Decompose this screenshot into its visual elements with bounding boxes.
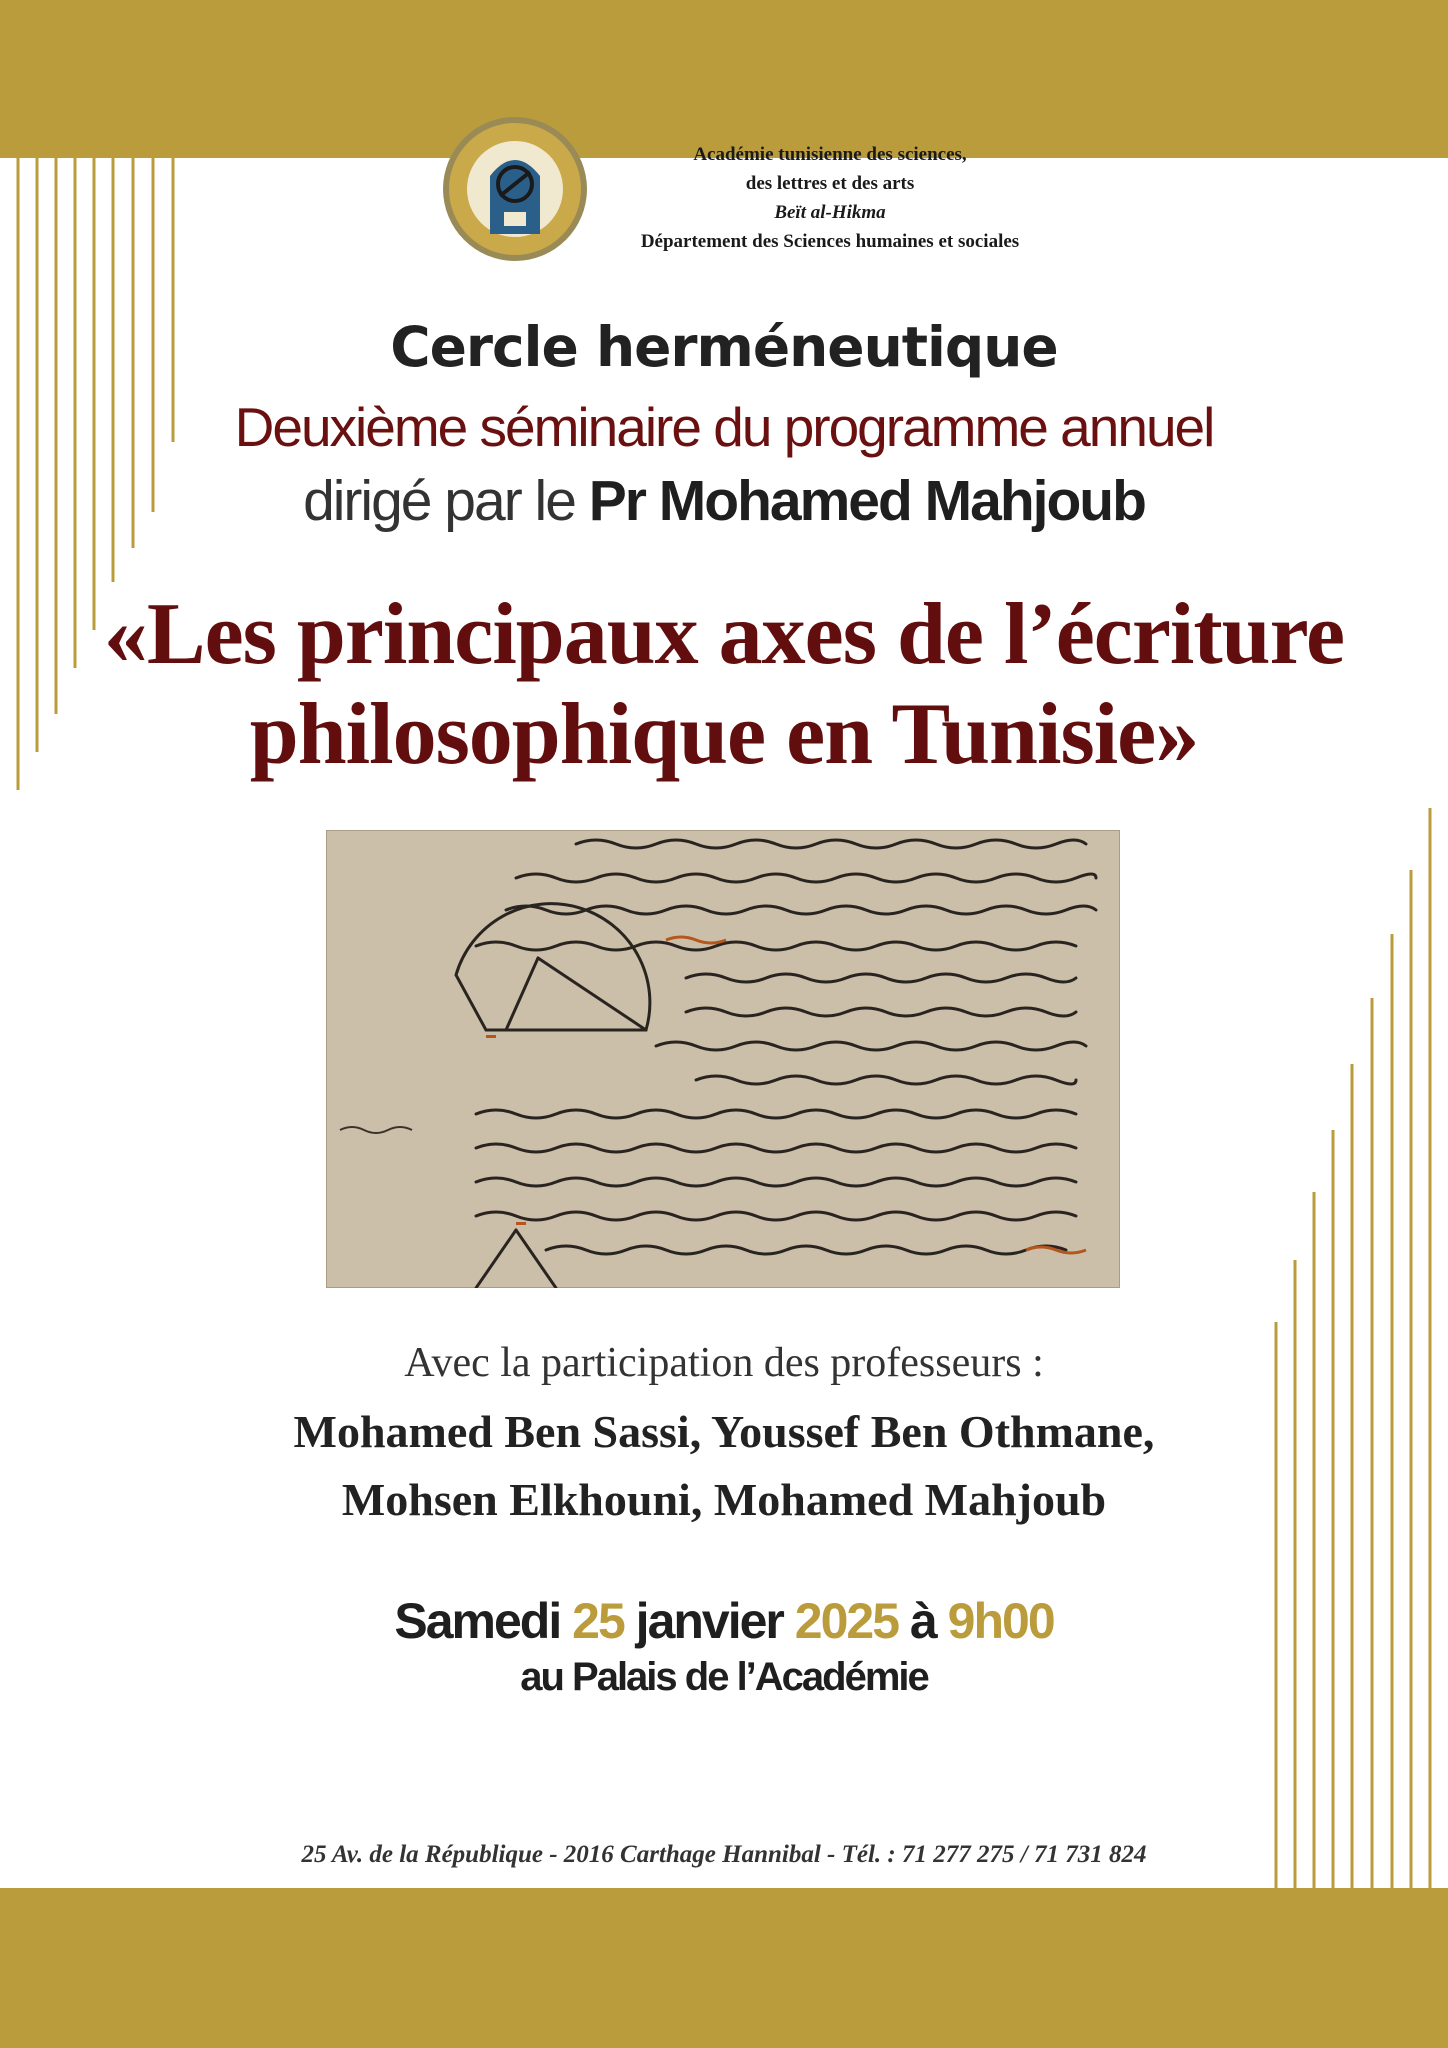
director-name: Pr Mohamed Mahjoub	[588, 469, 1145, 533]
event-place: au Palais de l’Académie	[520, 1655, 928, 1699]
event-date	[0, 1590, 1448, 1652]
seminar-title-line2: philosophique en Tunisie»	[249, 686, 1199, 783]
event-year: 2025	[794, 1593, 899, 1649]
seminar-title-line1: «Les principaux axes de l’écriture	[103, 586, 1345, 683]
director-line	[0, 466, 1448, 536]
department-name: Département des Sciences humaines et sociales	[640, 231, 1020, 252]
seminar-heading: Deuxième séminaire du programme annuel	[234, 396, 1214, 458]
event-month: janvier	[635, 1593, 783, 1649]
bottom-gold-band	[0, 1888, 1448, 2048]
manuscript-illustration	[326, 830, 1120, 1288]
directed-by-label: dirigé par le	[303, 469, 575, 533]
participation-intro: Avec la participation des professeurs :	[404, 1340, 1044, 1386]
event-date-number: 25	[572, 1593, 624, 1649]
institution-block	[580, 140, 1080, 256]
seminar-title	[0, 585, 1448, 785]
circle-heading: Cercle herméneutique	[390, 315, 1058, 379]
institution-name-line2: des lettres et des arts	[745, 173, 915, 194]
institution-name-arabic-transliteration: Beït al-Hikma	[774, 202, 886, 223]
participants-list	[0, 1398, 1448, 1534]
event-day: Samedi	[394, 1593, 561, 1649]
participants-line2: Mohsen Elkhouni, Mohamed Mahjoub	[341, 1474, 1107, 1525]
event-at: à	[909, 1593, 936, 1649]
academy-seal-icon	[440, 114, 590, 264]
footer-address: 25 Av. de la République - 2016 Carthage Hannibal - Tél. : 71 277 275 / 71 731 824	[301, 1841, 1147, 1868]
academy-logo	[440, 114, 590, 264]
arabic-manuscript-image	[326, 830, 1120, 1288]
participants-line1: Mohamed Ben Sassi, Youssef Ben Othmane,	[293, 1406, 1155, 1457]
event-time: 9h00	[947, 1593, 1054, 1649]
institution-name-line1: Académie tunisienne des sciences,	[693, 144, 967, 165]
